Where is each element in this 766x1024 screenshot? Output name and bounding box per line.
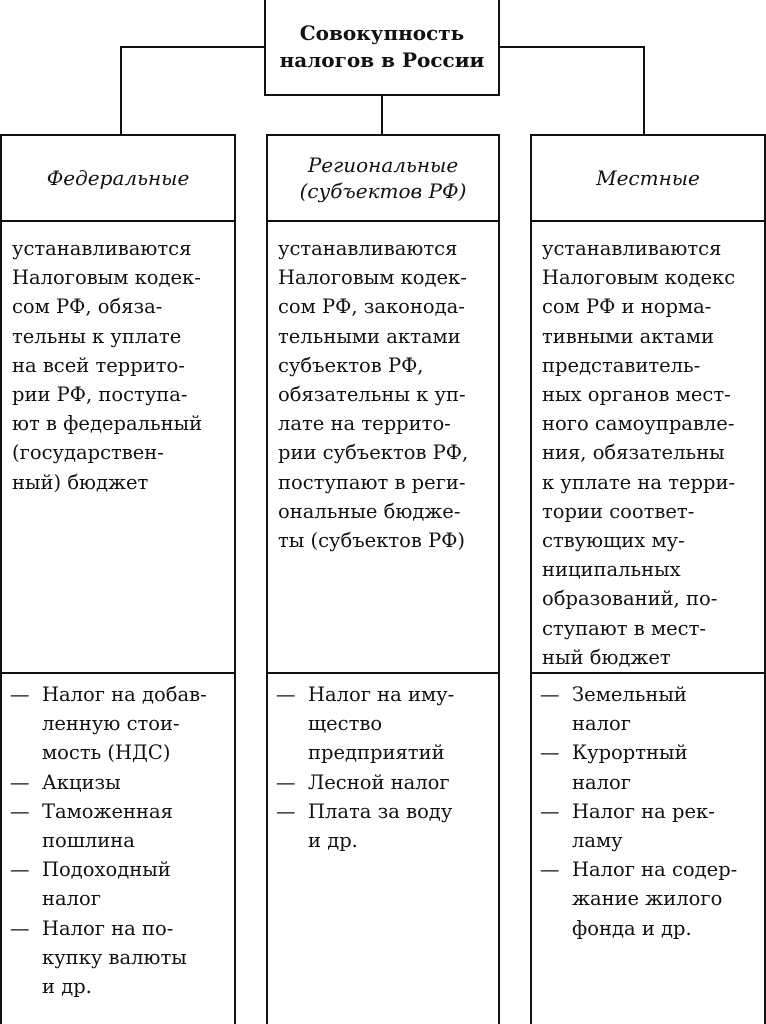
description-line: ниципальных bbox=[542, 558, 681, 582]
column-header bbox=[2, 136, 234, 222]
item-line: Налог на рек- bbox=[572, 799, 715, 823]
dash-bullet: — bbox=[276, 799, 296, 823]
column-federal bbox=[0, 134, 236, 1024]
description-line: ты (субъектов РФ) bbox=[278, 529, 466, 553]
description-line: поступают в реги- bbox=[278, 470, 466, 494]
description-line: образований, по- bbox=[542, 587, 718, 611]
description-line: обязательны к уп- bbox=[278, 383, 466, 407]
item-line: Курортный bbox=[572, 741, 688, 765]
tax-list bbox=[2, 674, 234, 1001]
list-item bbox=[10, 797, 228, 855]
column-regional bbox=[266, 134, 500, 1024]
list-item bbox=[10, 680, 228, 768]
item-line: и др. bbox=[42, 975, 92, 999]
description-line: Налоговым кодек- bbox=[12, 266, 201, 290]
description-line: ния, обязательны bbox=[542, 441, 725, 465]
header-line: (субъектов РФ) bbox=[299, 179, 467, 203]
description-line: сом РФ, законода- bbox=[278, 295, 465, 319]
dash-bullet: — bbox=[540, 683, 560, 706]
item-line: Акцизы bbox=[42, 770, 121, 794]
description-line: тивными актами bbox=[542, 324, 715, 348]
dash-bullet: — bbox=[276, 683, 296, 706]
column-header bbox=[268, 136, 498, 222]
list-item bbox=[10, 855, 228, 913]
column-description bbox=[2, 222, 234, 674]
item-line: налог bbox=[42, 887, 101, 911]
list-item bbox=[540, 680, 758, 738]
connector-right bbox=[643, 46, 645, 136]
connector-horizontal bbox=[120, 46, 266, 48]
description-line: Налоговым кодекс bbox=[542, 266, 736, 290]
dash-bullet: — bbox=[540, 858, 560, 882]
description-line: ных органов мест- bbox=[542, 383, 731, 407]
dash-bullet: — bbox=[10, 770, 30, 794]
item-line: Плата за воду bbox=[308, 799, 453, 823]
description-line: ствующих му- bbox=[542, 529, 685, 553]
description-line: ют в федеральный bbox=[12, 412, 203, 436]
item-line: Налог на содер- bbox=[572, 858, 738, 882]
column-description bbox=[268, 222, 498, 674]
connector-left bbox=[120, 46, 122, 136]
dash-bullet: — bbox=[540, 799, 560, 823]
connector-horizontal-right bbox=[498, 46, 645, 48]
item-line: ламу bbox=[572, 829, 623, 853]
root-title-line: налогов в России bbox=[279, 48, 485, 72]
description-line: устанавливаются bbox=[12, 237, 192, 260]
description-line: устанавливаются bbox=[278, 237, 458, 260]
description-line: рии РФ, поступа- bbox=[12, 383, 188, 407]
list-item bbox=[276, 768, 492, 797]
description-line: Налоговым кодек- bbox=[278, 266, 467, 290]
description-line: субъектов РФ, bbox=[278, 353, 424, 377]
description-line: представитель- bbox=[542, 353, 701, 377]
description-line: сом РФ, обяза- bbox=[12, 295, 163, 319]
item-line: Налог на добав- bbox=[42, 683, 207, 706]
description-line: на всей террито- bbox=[12, 353, 185, 377]
list-item bbox=[10, 914, 228, 1002]
description-line: (государствен- bbox=[12, 441, 164, 465]
item-line: купку валюты bbox=[42, 945, 187, 969]
dash-bullet: — bbox=[10, 683, 30, 706]
item-line: фонда и др. bbox=[572, 916, 692, 940]
item-line: пошлина bbox=[42, 829, 135, 853]
description-line: тельными актами bbox=[278, 324, 461, 348]
description-line: тории соответ- bbox=[542, 499, 695, 523]
description-line: тельны к уплате bbox=[12, 324, 182, 348]
description-line: ступают в мест- bbox=[542, 616, 706, 640]
item-line: щество bbox=[308, 712, 383, 736]
dash-bullet: — bbox=[10, 799, 30, 823]
description-line: ный) бюджет bbox=[12, 470, 149, 494]
item-line: Подоходный bbox=[42, 858, 171, 882]
header-line: Федеральные bbox=[46, 166, 190, 190]
dash-bullet: — bbox=[10, 916, 30, 940]
description-line: лате на террито- bbox=[278, 412, 451, 436]
description-line: устанавливаются bbox=[542, 237, 722, 260]
list-item bbox=[540, 855, 758, 943]
item-line: жание жилого bbox=[572, 887, 723, 911]
list-item bbox=[276, 680, 492, 768]
dash-bullet: — bbox=[540, 741, 560, 765]
header-line: Региональные bbox=[307, 153, 459, 177]
item-line: Лесной налог bbox=[308, 770, 450, 794]
connector-center bbox=[381, 96, 383, 136]
description-line: ный бюджет bbox=[542, 645, 671, 669]
item-line: Налог на по- bbox=[42, 916, 174, 940]
tax-list bbox=[532, 674, 764, 943]
root-title-line: Совокупность bbox=[299, 21, 465, 45]
item-line: Земельный bbox=[572, 683, 687, 706]
item-line: ленную стои- bbox=[42, 712, 180, 736]
item-line: налог bbox=[572, 712, 631, 736]
description-line: ональные бюдже- bbox=[278, 499, 461, 523]
item-line: предприятий bbox=[308, 741, 445, 765]
tax-list bbox=[268, 674, 498, 855]
dash-bullet: — bbox=[10, 858, 30, 882]
column-header bbox=[532, 136, 764, 222]
item-line: налог bbox=[572, 770, 631, 794]
list-item bbox=[540, 738, 758, 796]
column-description bbox=[532, 222, 764, 674]
item-line: мость (НДС) bbox=[42, 741, 171, 765]
list-item bbox=[276, 797, 492, 855]
header-line: Местные bbox=[596, 166, 700, 190]
item-line: и др. bbox=[308, 829, 358, 853]
dash-bullet: — bbox=[276, 770, 296, 794]
column-local bbox=[530, 134, 766, 1024]
list-item bbox=[10, 768, 228, 797]
root-box bbox=[264, 0, 500, 96]
description-line: сом РФ и норма- bbox=[542, 295, 712, 319]
item-line: Таможенная bbox=[42, 799, 173, 823]
description-line: ного самоуправле- bbox=[542, 412, 735, 436]
description-line: рии субъектов РФ, bbox=[278, 441, 469, 465]
list-item bbox=[540, 797, 758, 855]
item-line: Налог на иму- bbox=[308, 683, 455, 706]
description-line: к уплате на терри- bbox=[542, 470, 736, 494]
